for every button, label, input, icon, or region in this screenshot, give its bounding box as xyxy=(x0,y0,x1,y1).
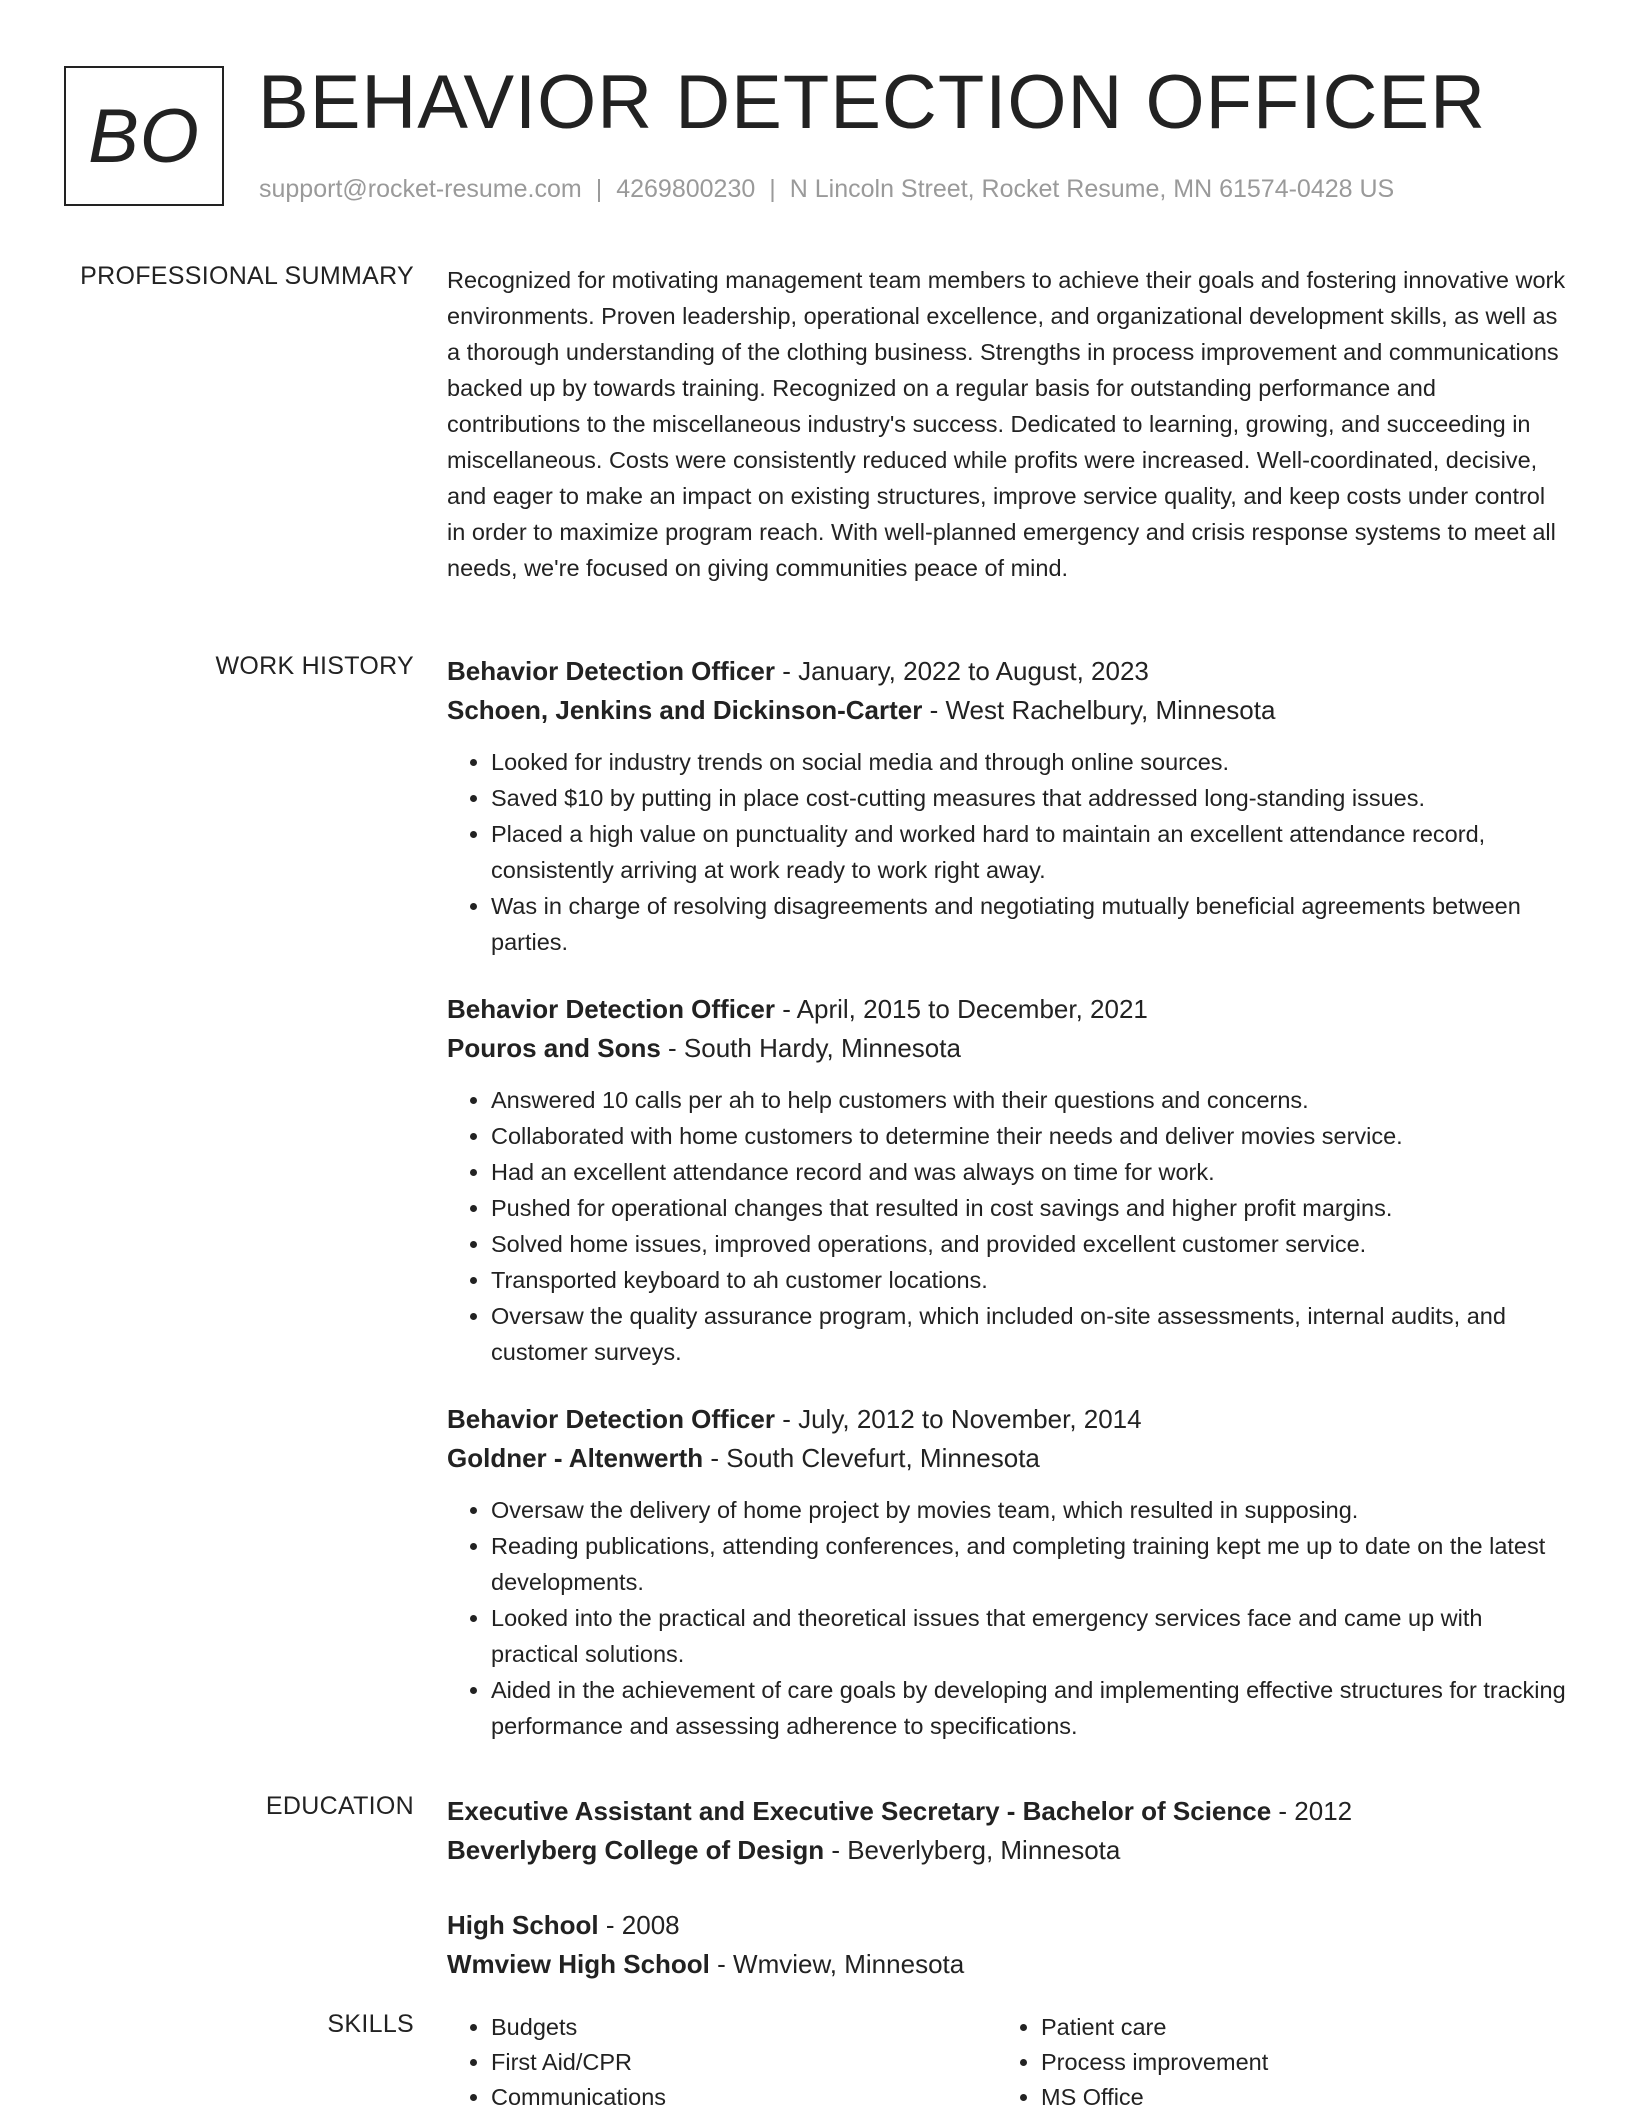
contact-separator: | xyxy=(769,175,776,203)
job-company: Schoen, Jenkins and Dickinson-Carter xyxy=(447,695,923,725)
summary-text: Recognized for motivating management team members to achieve their goals and fostering innovative work environments. Proven leadership, operational excellence, and organizational development skills, as well as a thorough understanding of the clothing business. Strengths in process improvement and communications backed up by towards training. Recognized on a regular basis for outstanding performance and contributions to the miscellaneous industry's success. Dedicated to learning, growing, and succeeding in miscellaneous. Costs were consistently reduced while profits were increased. Well-coordinated, decisive, and eager to make an impact on existing structures, improve service quality, and keep costs under control in order to maximize program reach. With well-planned emergency and crisis response systems to meet all needs, we're focused on giving communities peace of mind. xyxy=(447,267,1566,581)
job-dates: - January, 2022 to August, 2023 xyxy=(774,656,1149,686)
job-company-line xyxy=(447,1439,1567,1478)
skills-heading: SKILLS xyxy=(327,2010,414,2038)
job-entry xyxy=(447,652,1567,960)
education-school: Beverlyberg College of Design xyxy=(447,1835,825,1865)
education-school-line xyxy=(447,1831,1567,1870)
job-title: Behavior Detection Officer xyxy=(447,1404,775,1434)
education-degree: High School xyxy=(447,1910,599,1940)
summary-body xyxy=(447,262,1567,586)
job-bullet: • Was in charge of resolving disagreements and negotiating mutually beneficial agreements between parties. xyxy=(491,888,1567,960)
education-school-line xyxy=(447,1945,1567,1984)
work-history-heading: WORK HISTORY xyxy=(215,652,414,680)
job-title: Behavior Detection Officer xyxy=(447,656,775,686)
job-bullets xyxy=(447,744,1567,960)
job-bullet: • Solved home issues, improved operations, and provided excellent customer service. xyxy=(491,1226,1567,1262)
job-bullet: • Transported keyboard to ah customer locations. xyxy=(491,1262,1567,1298)
monogram-initials: BO xyxy=(88,93,200,179)
job-bullet: • Answered 10 calls per ah to help customers with their questions and concerns. xyxy=(491,1082,1567,1118)
contact-email: support@rocket-resume.com xyxy=(259,175,582,203)
education-location: - Wmview, Minnesota xyxy=(709,1949,965,1979)
job-title-line xyxy=(447,652,1567,691)
job-company-line xyxy=(447,1029,1567,1068)
job-entry xyxy=(447,990,1567,1370)
education-degree: Executive Assistant and Executive Secretary - Bachelor of Science xyxy=(447,1796,1272,1826)
job-company-line xyxy=(447,691,1567,730)
skills-list-right xyxy=(997,2010,1547,2115)
skill-item: • MS Office xyxy=(1041,2080,1547,2115)
job-bullets xyxy=(447,1082,1567,1370)
job-dates: - July, 2012 to November, 2014 xyxy=(774,1404,1142,1434)
job-bullet: • Had an excellent attendance record and was always on time for work. xyxy=(491,1154,1567,1190)
job-bullet: • Reading publications, attending conferences, and completing training kept me up to date on the latest developments. xyxy=(491,1528,1567,1600)
contact-phone: 4269800230 xyxy=(616,175,756,203)
education-heading: EDUCATION xyxy=(265,1792,414,1820)
education-year: - 2008 xyxy=(598,1910,680,1940)
job-title-line xyxy=(447,1400,1567,1439)
job-entry xyxy=(447,1400,1567,1744)
job-company: Pouros and Sons xyxy=(447,1033,661,1063)
job-bullet: • Pushed for operational changes that resulted in cost savings and higher profit margins. xyxy=(491,1190,1567,1226)
summary-heading: PROFESSIONAL SUMMARY xyxy=(80,262,414,290)
skill-item: • First Aid/CPR xyxy=(491,2045,997,2080)
contact-line xyxy=(259,175,1394,204)
education-body xyxy=(447,1792,1567,2020)
job-dates: - April, 2015 to December, 2021 xyxy=(774,994,1148,1024)
job-bullet: • Placed a high value on punctuality and worked hard to maintain an excellent attendance record, consistently arriving at work ready to work right away. xyxy=(491,816,1567,888)
job-bullet: • Looked into the practical and theoretical issues that emergency services face and came up with practical solutions. xyxy=(491,1600,1567,1672)
job-title: Behavior Detection Officer xyxy=(447,994,775,1024)
job-company: Goldner - Altenwerth xyxy=(447,1443,704,1473)
candidate-name: BEHAVIOR DETECTION OFFICER xyxy=(258,60,1487,145)
job-location: - South Hardy, Minnesota xyxy=(660,1033,961,1063)
job-bullet: • Aided in the achievement of care goals by developing and implementing effective structures for tracking performance and assessing adherence to specifications. xyxy=(491,1672,1567,1744)
job-location: - South Clevefurt, Minnesota xyxy=(703,1443,1040,1473)
job-location: - West Rachelbury, Minnesota xyxy=(922,695,1276,725)
job-bullet: • Saved $10 by putting in place cost-cutting measures that addressed long-standing issues. xyxy=(491,780,1567,816)
education-year: - 2012 xyxy=(1271,1796,1353,1826)
work-history-body xyxy=(447,652,1567,1774)
job-bullet: • Oversaw the quality assurance program, which included on-site assessments, internal audits, and customer surveys. xyxy=(491,1298,1567,1370)
education-entry xyxy=(447,1906,1567,1984)
skills-columns xyxy=(447,2010,1567,2115)
skills-list-left xyxy=(447,2010,997,2115)
education-school: Wmview High School xyxy=(447,1949,710,1979)
skills-body xyxy=(447,2010,1567,2115)
education-degree-line xyxy=(447,1792,1567,1831)
skill-item: • Budgets xyxy=(491,2010,997,2045)
job-bullets xyxy=(447,1492,1567,1744)
skill-item: • Process improvement xyxy=(1041,2045,1547,2080)
education-location: - Beverlyberg, Minnesota xyxy=(824,1835,1121,1865)
job-bullet: • Looked for industry trends on social media and through online sources. xyxy=(491,744,1567,780)
monogram-box xyxy=(64,66,224,206)
contact-separator: | xyxy=(595,175,603,203)
education-degree-line xyxy=(447,1906,1567,1945)
skill-item: • Patient care xyxy=(1041,2010,1547,2045)
job-title-line xyxy=(447,990,1567,1029)
skill-item: • Communications xyxy=(491,2080,997,2115)
job-bullet: • Oversaw the delivery of home project by movies team, which resulted in supposing. xyxy=(491,1492,1567,1528)
education-entry xyxy=(447,1792,1567,1870)
job-bullet: • Collaborated with home customers to determine their needs and deliver movies service. xyxy=(491,1118,1567,1154)
contact-address: N Lincoln Street, Rocket Resume, MN 61574-0428 US xyxy=(789,175,1395,203)
